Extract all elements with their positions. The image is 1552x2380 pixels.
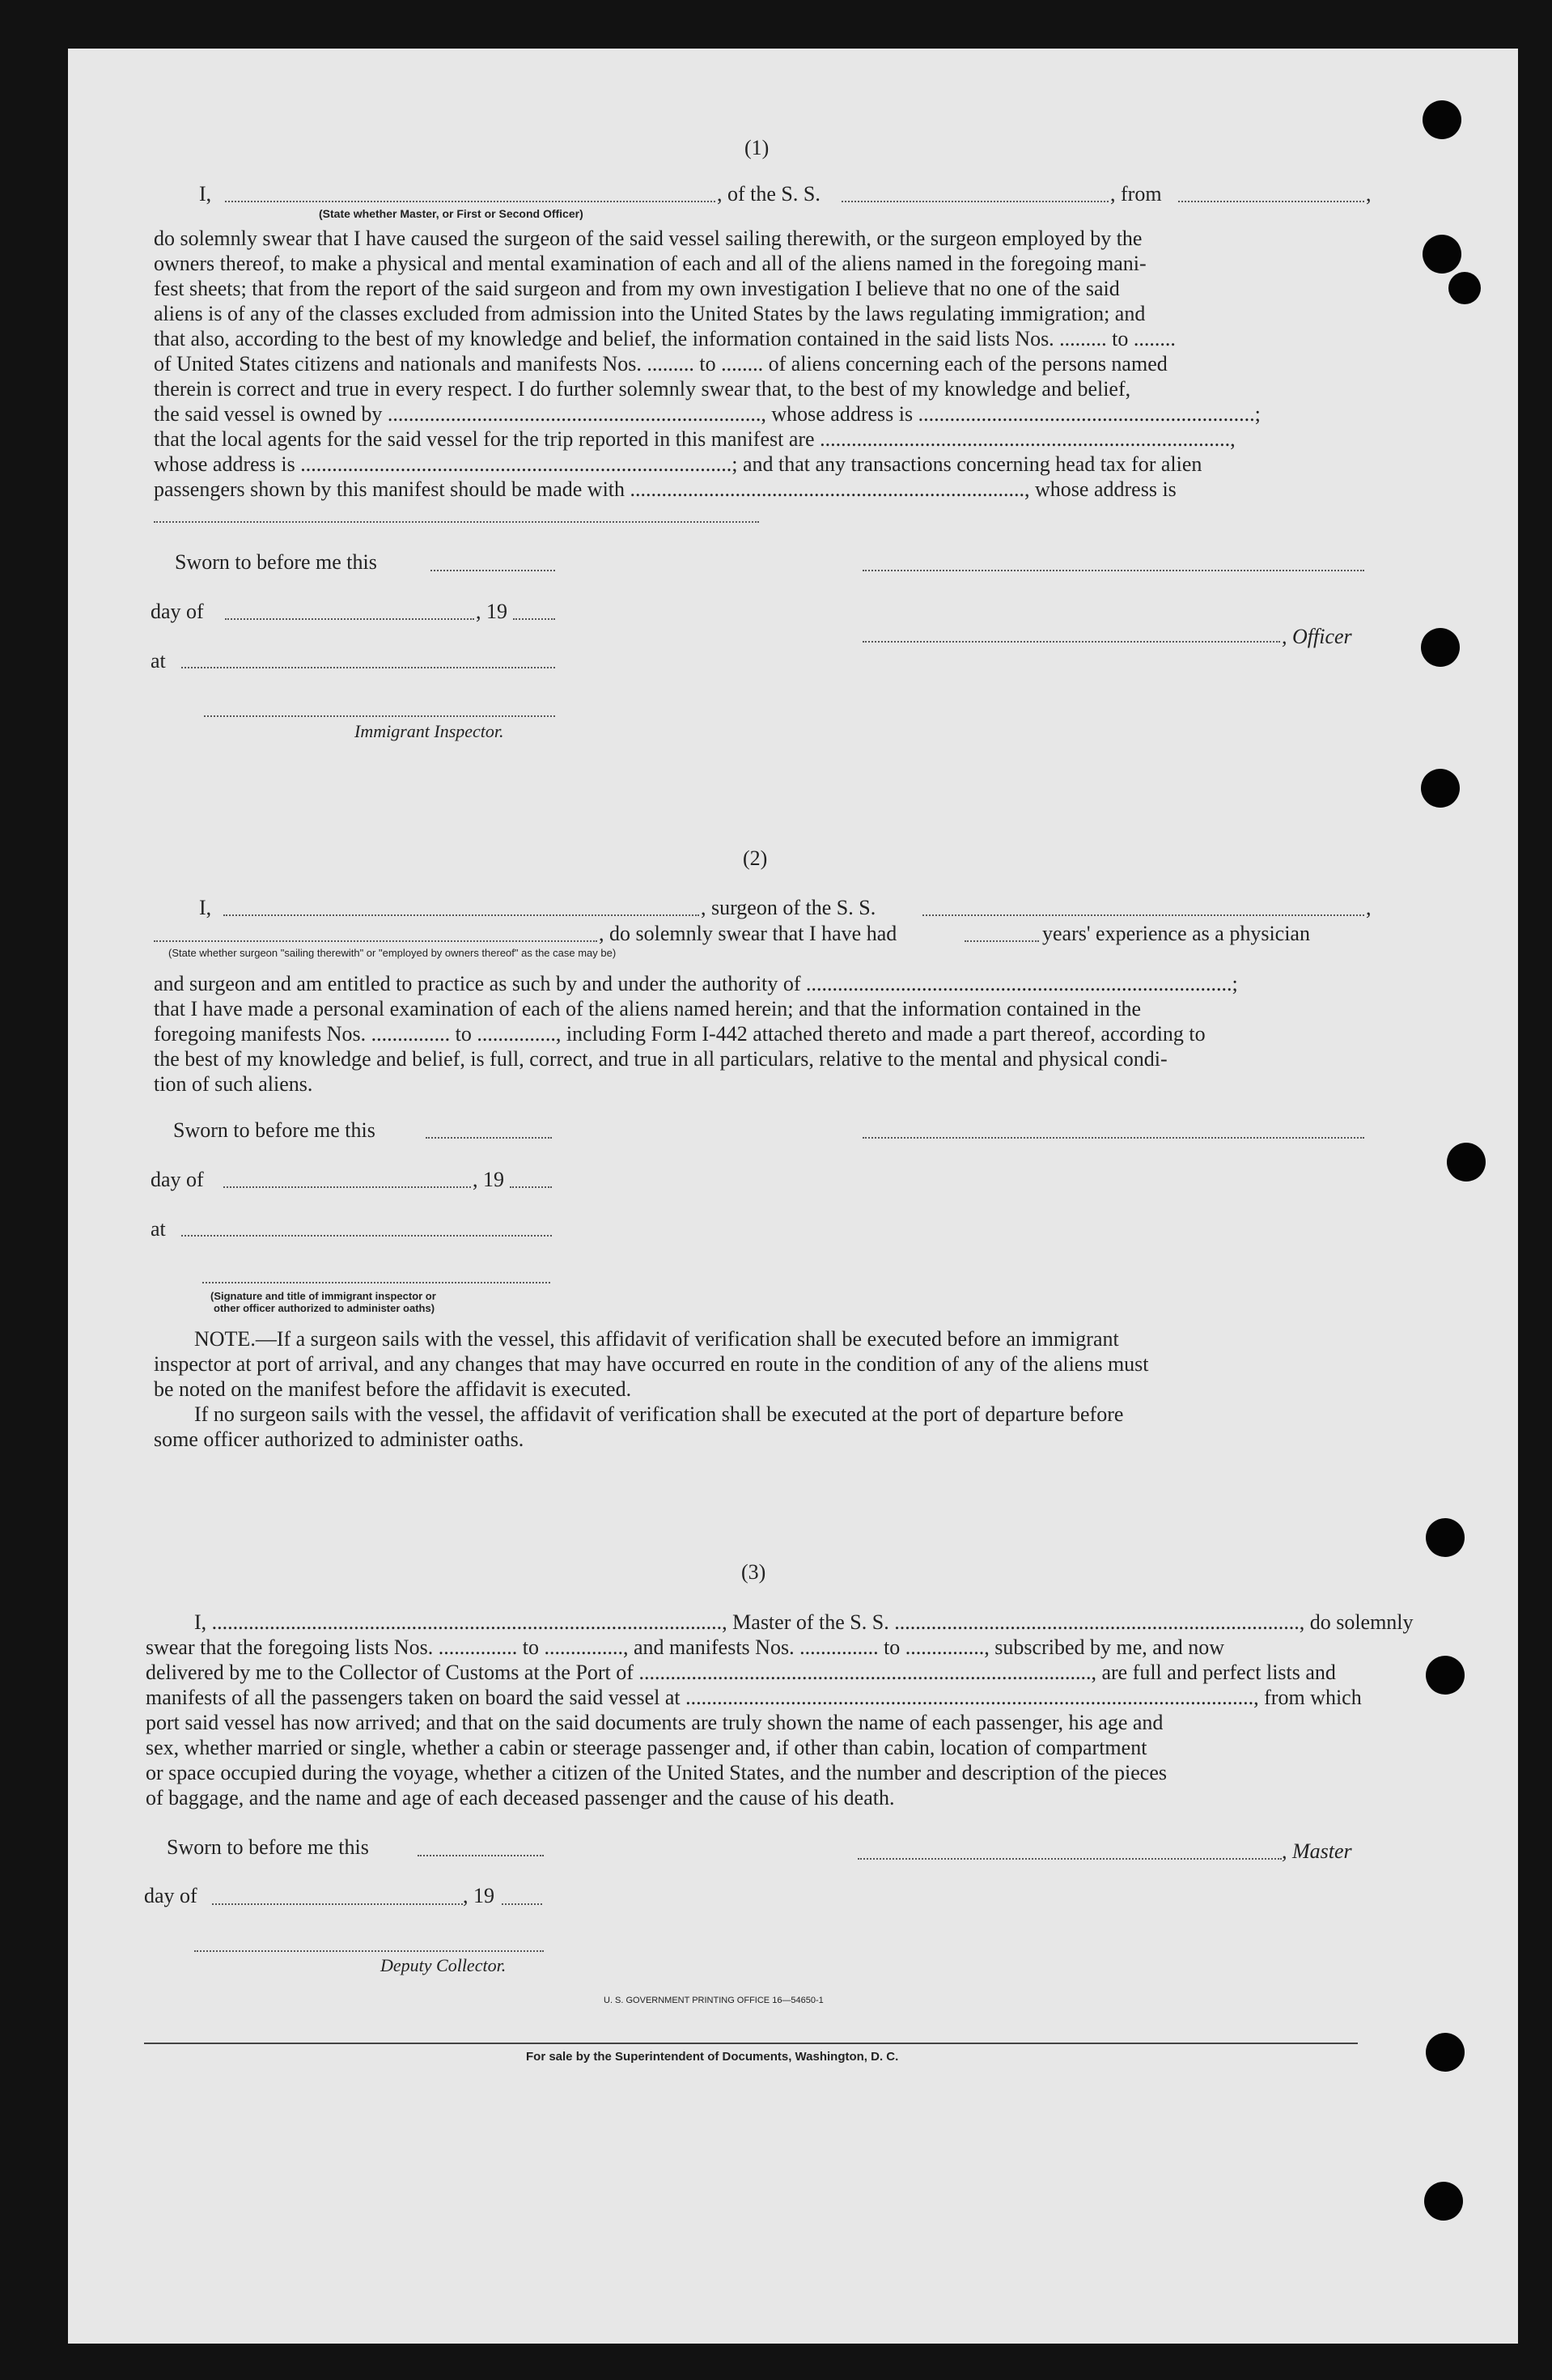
s2-year-field[interactable] bbox=[510, 1186, 552, 1188]
s2-swear-label: , do solemnly swear that I have had bbox=[599, 922, 897, 945]
s1-sworn-label: Sworn to before me this bbox=[175, 550, 377, 574]
s1-i-label: I, bbox=[199, 182, 212, 206]
binder-hole bbox=[1423, 235, 1461, 274]
s3-day-of-label: day of bbox=[144, 1884, 197, 1907]
s1-officer-field-2[interactable] bbox=[863, 641, 1280, 643]
s1-from-label: , from bbox=[1110, 182, 1162, 206]
s2-i-label: I, bbox=[199, 896, 212, 919]
s2-body-line: tion of such aliens. bbox=[154, 1072, 313, 1096]
s3-year-label: , 19 bbox=[463, 1884, 494, 1907]
s3-body-line: or space occupied during the voyage, whether a citizen of the United States, and the number and description of the pieces bbox=[146, 1761, 1168, 1784]
note-line: some officer authorized to administer oaths. bbox=[154, 1428, 524, 1451]
s1-address-continuation-field[interactable] bbox=[154, 521, 759, 523]
s3-year-field[interactable] bbox=[502, 1903, 542, 1905]
s2-body-line: the best of my knowledge and belief, is full, correct, and true in all particulars, relative to the mental and physical condi- bbox=[154, 1047, 1168, 1071]
binder-hole bbox=[1448, 272, 1481, 304]
s2-signature-caption-1: (Signature and title of immigrant inspector or bbox=[210, 1290, 436, 1302]
s1-from-field[interactable] bbox=[1178, 201, 1364, 202]
s1-year-field[interactable] bbox=[513, 618, 555, 620]
s1-day-field[interactable] bbox=[225, 618, 474, 620]
s2-at-label: at bbox=[151, 1217, 166, 1241]
s3-deputy-signature-field[interactable] bbox=[194, 1950, 544, 1952]
s2-status-field[interactable] bbox=[154, 940, 597, 942]
note-line: be noted on the manifest before the affidavit is executed. bbox=[154, 1377, 632, 1401]
s1-year-label: , 19 bbox=[476, 600, 507, 623]
s3-body-line: manifests of all the passengers taken on board the said vessel at ............................................................................................................, from which bbox=[146, 1686, 1362, 1709]
s2-day-of-label: day of bbox=[151, 1168, 204, 1191]
s2-sworn-label: Sworn to before me this bbox=[173, 1118, 375, 1142]
binder-hole bbox=[1424, 2182, 1463, 2221]
s1-body-line: that also, according to the best of my knowledge and belief, the information contained in the said lists Nos. ......... to ........ bbox=[154, 327, 1176, 350]
s2-year-label: , 19 bbox=[473, 1168, 504, 1191]
note-line: inspector at port of arrival, and any changes that may have occurred en route in the condition of any of the aliens must bbox=[154, 1352, 1149, 1376]
s1-at-field[interactable] bbox=[181, 667, 555, 668]
s1-day-of-label: day of bbox=[151, 600, 204, 623]
s3-body-line: delivered by me to the Collector of Customs at the Port of ......................................................................................, are full and perfect lists and bbox=[146, 1661, 1336, 1684]
s1-body-line: the said vessel is owned by ......................................................................., whose address is ................................................................; bbox=[154, 402, 1261, 426]
s2-name-field[interactable] bbox=[223, 914, 699, 916]
s1-inspector-signature-field[interactable] bbox=[204, 715, 555, 717]
note-line: If no surgeon sails with the vessel, the affidavit of verification shall be executed at the port of departure before bbox=[194, 1402, 1124, 1426]
s3-master-label: , Master bbox=[1282, 1839, 1352, 1863]
s2-at-field[interactable] bbox=[181, 1235, 552, 1237]
gpo-imprint: U. S. GOVERNMENT PRINTING OFFICE 16—54650-1 bbox=[604, 1996, 824, 2005]
s2-years-field[interactable] bbox=[965, 940, 1039, 942]
s1-at-label: at bbox=[151, 649, 166, 672]
s3-deputy-label: Deputy Collector. bbox=[380, 1955, 507, 1975]
s2-inspector-signature-field[interactable] bbox=[202, 1282, 550, 1283]
s3-body-line: port said vessel has now arrived; and that on the said documents are truly shown the name of each passenger, his age and bbox=[146, 1711, 1164, 1734]
section-3-heading: (3) bbox=[741, 1560, 766, 1584]
s1-body-line: owners thereof, to make a physical and mental examination of each and all of the aliens named in the foregoing mani- bbox=[154, 252, 1147, 275]
s1-officer-signature-field[interactable] bbox=[863, 570, 1364, 571]
section-1-heading: (1) bbox=[744, 136, 770, 159]
s1-body-line: of United States citizens and nationals and manifests Nos. ......... to ........ of aliens concerning each of the persons named bbox=[154, 352, 1168, 375]
footer-rule bbox=[144, 2043, 1358, 2044]
note-line: NOTE.—If a surgeon sails with the vessel, this affidavit of verification shall be executed before an immigrant bbox=[194, 1327, 1119, 1351]
s1-sworn-field[interactable] bbox=[430, 570, 555, 571]
binder-hole bbox=[1421, 628, 1460, 667]
s1-body-line: aliens is of any of the classes excluded from admission into the United States by the laws regulating immigration; and bbox=[154, 302, 1146, 325]
binder-hole bbox=[1423, 100, 1461, 139]
s1-officer-caption: (State whether Master, or First or Second Officer) bbox=[319, 207, 583, 220]
s3-body-line: I, ................................................................................................., Master of the S. S. ............................................................................., do solemnly bbox=[194, 1610, 1414, 1634]
s1-ship-field[interactable] bbox=[842, 201, 1109, 202]
s2-body-line: and surgeon and am entitled to practice as such by and under the authority of .................................................................................; bbox=[154, 972, 1238, 995]
s2-surgeon-signature-field[interactable] bbox=[863, 1137, 1364, 1139]
s1-body-line: do solemnly swear that I have caused the surgeon of the said vessel sailing therewith, or the surgeon employed by the bbox=[154, 227, 1143, 250]
s1-officer-field[interactable] bbox=[225, 201, 715, 202]
s3-body-line: of baggage, and the name and age of each deceased passenger and the cause of his death. bbox=[146, 1786, 895, 1809]
s1-body-line: whose address is ..................................................................................; and that any transactions concerning head tax for alien bbox=[154, 452, 1202, 476]
s2-status-caption: (State whether surgeon "sailing therewith" or "employed by owners thereof" as the case may be) bbox=[168, 947, 617, 959]
s1-line-comma: , bbox=[1366, 182, 1372, 206]
s2-surgeon-label: , surgeon of the S. S. bbox=[701, 896, 876, 919]
s2-signature-caption-2: other officer authorized to administer oaths) bbox=[214, 1302, 435, 1314]
sale-notice: For sale by the Superintendent of Documents, Washington, D. C. bbox=[526, 2050, 899, 2064]
s2-years-label: years' experience as a physician bbox=[1042, 922, 1310, 945]
s1-officer-label: , Officer bbox=[1282, 625, 1352, 648]
binder-hole bbox=[1447, 1143, 1486, 1182]
s2-day-field[interactable] bbox=[223, 1186, 471, 1188]
binder-hole bbox=[1426, 1656, 1465, 1695]
s3-day-field[interactable] bbox=[212, 1903, 463, 1905]
s1-inspector-label: Immigrant Inspector. bbox=[354, 721, 504, 741]
s1-body-line: therein is correct and true in every respect. I do further solemnly swear that, to the best of my knowledge and belief, bbox=[154, 377, 1131, 401]
s3-sworn-field[interactable] bbox=[418, 1855, 544, 1856]
s3-master-signature-field[interactable] bbox=[858, 1858, 1282, 1860]
binder-hole bbox=[1426, 2033, 1465, 2072]
s2-ship-field[interactable] bbox=[922, 914, 1364, 916]
s2-body-line: foregoing manifests Nos. ............... to ..............., including Form I-442 attached thereto and made a part thereof, according to bbox=[154, 1022, 1206, 1046]
binder-hole bbox=[1421, 769, 1460, 808]
s2-line-comma: , bbox=[1366, 896, 1372, 919]
s1-of-ss-label: , of the S. S. bbox=[717, 182, 821, 206]
s2-sworn-field[interactable] bbox=[426, 1137, 552, 1139]
s3-sworn-label: Sworn to before me this bbox=[167, 1835, 369, 1859]
binder-hole bbox=[1426, 1518, 1465, 1557]
s1-body-line: that the local agents for the said vessel for the trip reported in this manifest are .............................................................................., bbox=[154, 427, 1236, 451]
s1-body-line: fest sheets; that from the report of the said surgeon and from my own investigation I believe that no one of the said bbox=[154, 277, 1120, 300]
section-2-heading: (2) bbox=[743, 846, 768, 870]
s3-body-line: swear that the foregoing lists Nos. ............... to ..............., and manifests Nos. ............... to ..............., subscribed by me, and now bbox=[146, 1635, 1225, 1659]
s1-body-line: passengers shown by this manifest should be made with ..........................................................................., whose address is bbox=[154, 477, 1177, 501]
s3-body-line: sex, whether married or single, whether a cabin or steerage passenger and, if other than cabin, location of compartment bbox=[146, 1736, 1147, 1759]
s2-body-line: that I have made a personal examination of each of the aliens named herein; and that the information contained in the bbox=[154, 997, 1142, 1020]
